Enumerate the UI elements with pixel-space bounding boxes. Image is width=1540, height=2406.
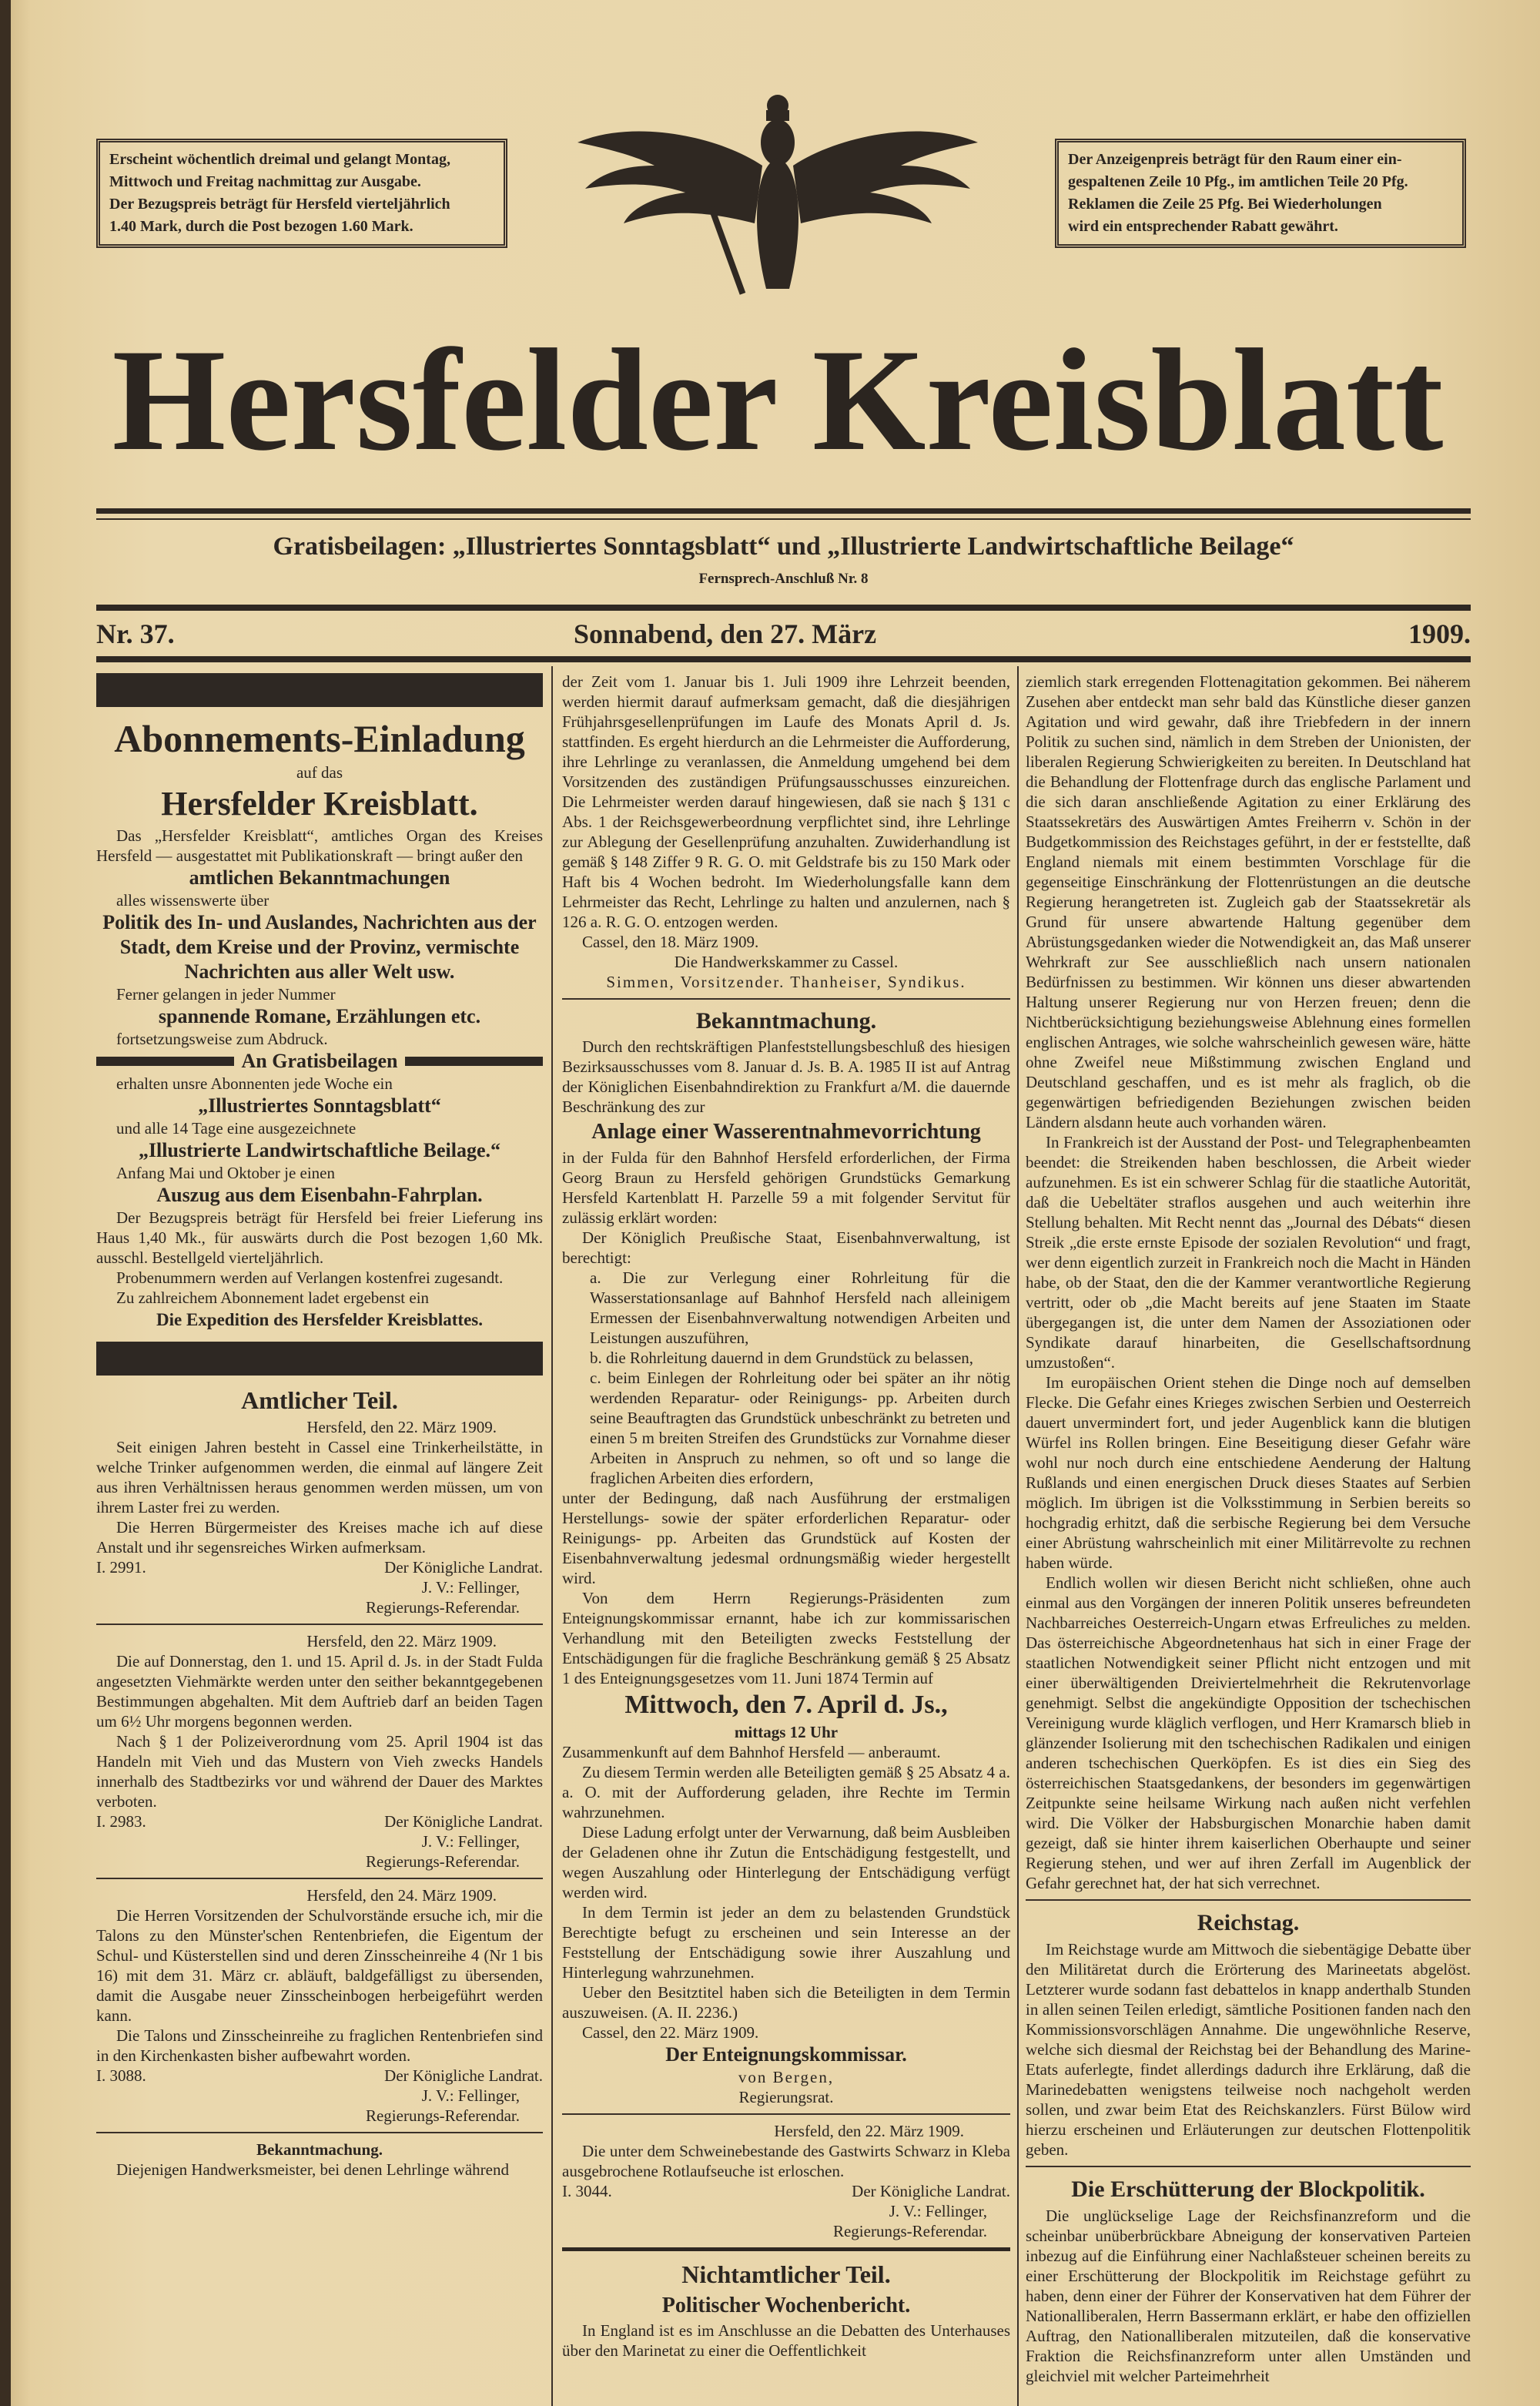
paragraph: in der Fulda für den Bahnhof Hersfeld erforderlichen, der Firma Georg Braun zu Hersfeld gehörigen Grundstücks Gemarkung Hersfeld Kartenblatt H. Parzelle 59 a mit folgender Servitut für zulässig erklärt worden: [562,1148,1010,1227]
paragraph: Ueber den Besitztitel haben sich die Beteiligten in dem Termin auszuweisen. (A. II. 2236.) [562,1983,1010,2022]
divider [96,1878,543,1879]
paragraph: Durch den rechtskräftigen Planfeststellungsbeschluß des hiesigen Bezirksausschusses vom 8. Januar d. Js. B. A. 1985 II ist auf Antrag der Königlichen Eisenbahndirektion zu Frankfurt a/M. die dauernde Beschränkung des zur [562,1037,1010,1116]
divider [562,2113,1010,2115]
notice-date: Hersfeld, den 22. März 1909. [774,2122,964,2140]
notice-date: Cassel, den 18. März 1909. [582,933,759,951]
paragraph: Von dem Herrn Regierungs-Präsidenten zum Enteignungskommissar ernannt, habe ich zur kommissarischen Verhandlung mit den Beteiligten zwecks Feststellung der Entschädigungen für die fragliche Beschränkung gemäß § 25 Absatz 1 des Enteignungsgesetzes vom 11. Juni 1874 Termin auf [562,1589,1010,1687]
paragraph: Die Talons und Zinsscheinreihe zu fraglichen Rentenbriefen sind in den Kirchenkasten bisher aufbewahrt worden. [96,2026,543,2065]
signer: Der Königliche Landrat. [384,1812,543,1831]
signer: Regierungs-Referendar. [832,2222,987,2240]
paragraph: Diese Ladung erfolgt unter der Verwarnung, daß beim Ausbleiben der Geladenen ohne ihr Zutun die Entschädigung festgestellt, und wegen Auszahlung oder Hinterlegung der Entschädigung verfügt werden wird. [562,1823,1010,1902]
divider [96,1624,543,1625]
paragraph: Nach § 1 der Polizeiverordnung vom 25. April 1904 ist das Handeln mit Vieh und das Mustern von Vieh zwecks Handels innerhalb des Stadtbezirks vor und während der Dauer des Marktes verboten. [96,1732,543,1811]
highlight: Die Expedition des Hersfelder Kreisblattes. [156,1310,483,1329]
divider [96,2132,543,2133]
notice-heading: Bekanntmachung. [256,2140,383,2159]
list-item: b. die Rohrleitung dauernd in dem Grundstück zu belassen, [590,1349,974,1367]
paragraph: erhalten unsre Abonnenten jede Woche ein [116,1074,393,1093]
signer: Der Königliche Landrat. [852,2182,1010,2200]
highlight: „Illustrierte Landwirtschaftliche Beilage.“ [138,1139,501,1161]
issue-line [96,616,1471,652]
signer: Regierungs-Referendar. [365,1598,520,1617]
paper-name-heading: Hersfelder Kreisblatt. [161,785,478,823]
reference-number: I. 3044. [562,2182,612,2200]
signer: Die Handwerkskammer zu Cassel. [674,953,899,971]
paragraph: Der Bezugspreis beträgt für Hersfeld bei freier Lieferung ins Haus 1,40 Mk., für auswärts durch die Post bezogen 1,60 Mk. ausschl. Bestellgeld vierteljährlich. [96,1208,543,1267]
column-3 [1026,672,1471,2386]
box-line: Erscheint wöchentlich dreimal und gelangt Montag, [109,151,450,168]
advertising-rates-box [1055,139,1466,248]
highlight: Politik des In- und Auslandes, Nachrichten aus der Stadt, dem Kreise und der Provinz, vermischte Nachrichten aus aller Welt usw. [102,911,537,983]
notice-date: Hersfeld, den 24. März 1909. [306,1886,497,1905]
paragraph: Zusammenkunft auf dem Bahnhof Hersfeld — anberaumt. [562,1743,941,1761]
box-line: Der Bezugspreis beträgt für Hersfeld vierteljährlich [109,196,450,213]
highlight: Auszug aus dem Eisenbahn-Fahrplan. [156,1184,483,1206]
article-heading: Politischer Wochenbericht. [661,2294,911,2317]
black-bar [96,1342,543,1376]
black-bar [96,673,543,707]
signer: J. V.: Fellinger, [421,1578,520,1597]
article-heading: Die Erschütterung der Blockpolitik. [1071,2176,1425,2202]
section-heading: Amtlicher Teil. [241,1386,398,1414]
paragraph: In England ist es im Anschlusse an die Debatten des Unterhauses über den Marinetat zu einer die Oeffentlichkeit [562,2321,1010,2360]
notice-subheading: Anlage einer Wasserentnahmevorrichtung [591,1120,981,1144]
article-heading: Reichstag. [1197,1910,1300,1935]
divider [96,508,1471,514]
box-line: wird ein entsprechender Rabatt gewährt. [1068,218,1338,235]
divider [96,656,1471,662]
signer: von Bergen, [738,2068,835,2086]
appointment-time: mittags 12 Uhr [734,1723,839,1741]
appointment-date: Mittwoch, den 7. April d. Js., [624,1691,948,1719]
highlight: spannende Romane, Erzählungen etc. [158,1005,481,1027]
paragraph: Der Königlich Preußische Staat, Eisenbahnverwaltung, ist berechtigt: [562,1228,1010,1267]
paragraph: alles wissenswerte über [116,891,270,910]
reference-number: I. 2991. [96,1558,146,1577]
eagle-emblem-icon [570,89,986,304]
signer: J. V.: Fellinger, [421,1832,520,1851]
divider [96,518,1471,520]
issue-date: Sonnabend, den 27. März [574,618,877,649]
signer: Regierungs-Referendar. [365,2106,520,2125]
paragraph: Die unglückselige Lage der Reichsfinanzreform und die scheinbar unüberbrückbare Abneigung der konservativen Parteien inbezug auf die Einführung einer Nachlaßsteuer scheinen bereits zu einer Erschütterung der Blockpolitik im Reichstage geführt zu haben, denn einer der Führer der Konservativen hat dem Führer der Nationalliberalen, Herrn Bassermann erklärt, er habe den offiziellen Auftrag, den Nationalliberalen mitzuteilen, daß die konservative Fraktion die Reichsfinanzreform unter allen Umständen und gleichviel mit welcher Parteimehrheit [1026,2207,1471,2385]
paragraph: In Frankreich ist der Ausstand der Post- und Telegraphenbeamten beendet: die Streikenden haben beschlossen, die Arbeit wieder aufzunehmen. Es ist ein schwerer Schlag für die staatliche Autorität, daß die Uebeltäter straflos ausgehen und auch weiterhin ihre Stellung behalten. Mit Recht nennt das „Journal des Débats“ diesen Streik „die erste ernste Episode der sozialen Revolution“ und fragt, wer denn eigentlich zurzeit in Frankreich noch die Macht in Händen habe, ob der Staat, den die der Kammer verantwortliche Regierung vertritt, oder ob „die Macht bereits auf jene Staaten im Staate übergegangen ist, die unter dem Namen der Assoziationen oder Syndikate darauf hinarbeiten, die Gesellschaftsordnung umzustoßen“. [1026,1133,1471,1372]
binding-edge [0,0,11,2406]
signature [96,2066,543,2086]
highlight: amtlichen Bekanntmachungen [189,866,450,889]
paragraph: Diejenigen Handwerksmeister, bei denen Lehrlinge während [116,2160,509,2179]
signer: Regierungsrat. [738,2088,834,2106]
subscription-heading: Abonnements-Einladung [114,717,525,760]
section-heading: Nichtamtlicher Teil. [681,2260,891,2288]
paragraph: Die unter dem Schweinebestande des Gastwirts Schwarz in Kleba ausgebrochene Rotlaufseuche ist erloschen. [562,2142,1010,2180]
signer: Der Enteignungskommissar. [665,2043,907,2066]
text: auf das [296,763,343,782]
paragraph: Anfang Mai und Oktober je einen [116,1164,336,1182]
box-line: gespaltenen Zeile 10 Pfg., im amtlichen Teile 20 Pfg. [1068,173,1408,190]
paragraph: unter der Bedingung, daß nach Ausführung der erstmaligen Herstellungs- sowie der später erforderlichen Reparatur- oder Reinigungs- pp. Arbeiten das Grundstück auf Kosten der Eisenbahnverwaltung jedesmal ordnungsmäßig wieder hergestellt wird. [562,1489,1010,1587]
issue-year: 1909. [1408,618,1471,649]
signer: J. V.: Fellinger, [421,2086,520,2105]
issue-number: Nr. 37. [96,618,175,649]
notice-date: Hersfeld, den 22. März 1909. [306,1632,497,1650]
divider [1026,2166,1471,2167]
newspaper-title: Hersfelder Kreisblatt [112,320,1444,481]
notice-date: Cassel, den 22. März 1909. [582,2023,759,2042]
reference-number: I. 2983. [96,1812,146,1831]
notice-heading: Bekanntmachung. [695,1008,877,1034]
paragraph: Zu diesem Termin werden alle Beteiligten gemäß § 25 Absatz 4 a. a. O. mit der Aufforderung geladen, ihre Rechte im Termin wahrzunehmen. [562,1763,1010,1821]
divider [96,605,1471,611]
box-line: Mittwoch und Freitag nachmittag zur Ausgabe. [109,173,421,190]
signature [96,1557,543,1577]
supplements-line: Gratisbeilagen: „Illustriertes Sonntagsblatt“ und „Illustrierte Landwirtschaftliche Beilage“ [273,532,1294,561]
paragraph: Die auf Donnerstag, den 1. und 15. April d. Js. in der Stadt Fulda angesetzten Viehmärkte werden unter den seither bekanntgegebenen Bestimmungen abgehalten. Mit dem Auftrieb darf an beiden Tagen um 6½ Uhr morgens begonnen werden. [96,1652,543,1731]
paragraph: und alle 14 Tage eine ausgezeichnete [116,1119,357,1138]
paragraph: In dem Termin ist jeder an dem zu belastenden Grundstück Berechtigte befugt zu erscheinen und sein Interesse an der Feststellung der Entschädigung sowie ihrer Auszahlung und Hinterlegung wahrzunehmen. [562,1903,1010,1982]
reference-number: I. 3088. [96,2066,146,2085]
divider [562,998,1010,1000]
paragraph: Seit einigen Jahren besteht in Cassel eine Trinkerheilstätte, in welche Trinker aufgenommen werden, die einmal auf längere Zeit aus ihren Verhältnissen heraus genommen werden müssen, um von ihrem Laster frei zu werden. [96,1438,543,1516]
column-2 [562,672,1010,2361]
notice-date: Hersfeld, den 22. März 1909. [306,1418,497,1436]
list-item: a. Die zur Verlegung einer Rohrleitung für die Wasserstationsanlage auf Bahnhof Hersfeld nach alleinigem Ermessen der Eisenbahnverwaltung notwendigen Arbeiten und Leistungen auszuführen, [590,1268,1010,1347]
paragraph: Im Reichstage wurde am Mittwoch die siebentägige Debatte über den Militäretat durch die Erörterung des Marineetats abgelöst. Letzterer wurde sodann fast debattelos in knapp anderthalb Stunden in allen seinen Teilen erledigt, sämtliche Positionen fanden nach den Kommissionsvorschlägen Annahme. Die ungewöhnliche Reserve, welche sich diesmal der Reichstag bei der Behandlung des Marine-Etats auferlegte, findet allerdings dadurch ihre Erklärung, daß die Marinedebatten wenigstens teilweise noch nachgeholt werden sollen, und zwar beim Etat des Reichskanzlers. Fürst Bülow wird hierzu erscheinen und Erläuterungen zur deutschen Flottenpolitik geben. [1026,1940,1471,2159]
paragraph: fortsetzungsweise zum Abdruck. [116,1030,328,1048]
signature [562,2181,1010,2201]
paragraph: Die Herren Bürgermeister des Kreises mache ich auf diese Anstalt und ihr segensreiches Wirken aufmerksam. [96,1518,543,1557]
subscription-info-box [96,139,507,248]
paragraph: Ferner gelangen in jeder Nummer [116,985,336,1004]
list-item: c. beim Einlegen der Rohrleitung oder bei später an ihr nötig werdenden Reparatur- oder Reinigungs- pp. Arbeiten durch seine Beauftragten das Grundstück unbeschränkt zu betreten und einen 5 m breiten Streifen des Grundstücks zur Vornahme dieser Arbeiten in Anspruch zu nehmen, so oft und so lange die fraglichen Arbeiten dies erfordern, [590,1369,1010,1487]
highlight: „Illustriertes Sonntagsblatt“ [198,1094,441,1117]
paragraph: Zu zahlreichem Abonnement ladet ergebenst ein [116,1288,430,1307]
paragraph: Im europäischen Orient stehen die Dinge noch auf demselben Flecke. Die Gefahr eines Krieges zwischen Serbien und Oesterreich dauert unvermindert fort, und jeder Augenblick kann die blutigen Würfel ins Rollen bringen. Eine Beseitigung dieser Gefahr wäre wohl nur noch durch eine entschiedene Aenderung der Haltung Rußlands und einen energischen Druck dieses Staates auf Serbien möglich. Im übrigen ist die Volksstimmung in Serbien bereits so hochgradig erhitzt, daß die serbische Regierung bei dem Versuche einer Abrüstung wahrscheinlich mit einer Militärrevolte zu rechnen haben würde. [1026,1373,1471,1572]
signer: J. V.: Fellinger, [889,2202,987,2220]
box-line: 1.40 Mark, durch die Post bezogen 1.60 Mark. [109,218,413,235]
signer: Regierungs-Referendar. [365,1852,520,1871]
paragraph: Endlich wollen wir diesen Bericht nicht schließen, ohne auch einmal aus den Vorgängen der inneren Politik unseres befreundeten Nachbarreiches Oesterreich-Ungarn etwas Erfreuliches zu melden. Das österreichische Abgeordnetenhaus hat sich in einer Frage der staatlichen Notwendigkeit seiner Pflicht nicht entzogen und mit einer überwältigenden Dreiviertelmehrheit die Rekrutenvorlage genehmigt. Selbst die angekündigte Opposition der tschechischen Vereinigung wurde kläglich verflogen, und Herr Kramarsch blieb in glänzender Isolierung mit den tschechischen Radikalen und einigen anderen tschechischen Querköpfen. Es ist dies ein Sieg des österreichischen Staatsgedankens, der besonders im gegenwärtigen Zeitpunkte seine heilsame Wirkung nach außen nicht verfehlen wird. Die Völker der Habsburgischen Monarchie haben damit gezeigt, daß sie hinter ihrem kaiserlichen Oberhaupte und seiner Regierung stehen, und wer auf ihren Zerfall im Augenblick der Gefahr gerechnet hat, der hat sich verrechnet. [1026,1573,1471,1892]
highlight: An Gratisbeilagen [241,1050,398,1072]
phone-line: Fernsprech-Anschluß Nr. 8 [698,571,869,587]
supplements-band [96,1049,543,1074]
signer: Der Königliche Landrat. [384,1558,543,1577]
divider [1026,1899,1471,1901]
column-rule [1017,666,1019,2406]
paragraph: Die Herren Vorsitzenden der Schulvorstände ersuche ich, mir die Talons zu den Münster'schen Rentenbriefen, die Eigentum der Schul- und Küsterstellen sind und deren Zinsscheinreihe 4 (Nr 1 bis 16) mit dem 31. März cr. abläuft, baldgefälligst zu übersenden, damit die Ausgabe neuer Zinsscheinbogen herbeigeführt werden kann. [96,1906,543,2025]
signer: Der Königliche Landrat. [384,2066,543,2085]
signer: Simmen, Vorsitzender. Thanheiser, Syndikus. [606,973,966,991]
paragraph: Das „Hersfelder Kreisblatt“, amtliches Organ des Kreises Hersfeld — ausgestattet mit Publikationskraft — bringt außer den [96,826,543,865]
paragraph: ziemlich stark erregenden Flottenagitation gekommen. Bei näherem Zusehen aber entdeckt man sehr bald das Künstliche dieser ganzen Agitation und wird gewahr, daß ihre Triebfedern in der innern Politik zu suchen sind, nämlich in dem Streben der Unionisten, der liberalen Regierung Schwierigkeiten zu bereiten. In Deutschland hat die Behandlung der Flottenfrage durch das englische Parlament und die sich daran anschließende Agitation zu einer Erklärung des Staatssekretärs des Auswärtigen Amtes Freiherrn v. Schön in der Budgetkommission des Reichstages geführt, in der er feststellte, daß England niemals mit einem bestimmten Vorschlage für die gegenseitige Einschränkung der Flottenrüstungen an die deutsche Regierung herangetreten ist. Zugleich gab der Staatssekretär als Grund für unsere abwartende Haltung gegenüber dem Abrüstungsgedanken wieder die Notwendigkeit an, das Maß unserer Wehrkraft zur See ausschließlich nach unsern nationalen Bedürfnissen zu bestimmen. Wir können uns dieser abwartenden Haltung unserer Regierung nur von Herzen freuen; denn die Nichtberücksichtigung beziehungsweise Ablehnung eines formellen englischen Antrages, wie solche wahrscheinlich gewesen wäre, hätte ohne Zweifel neue Mißstimmung zwischen England und Deutschland geschaffen, und es ist mehr als fraglich, ob die gegenwärtigen befriedigenden Beziehungen zwischen beiden Ländern alsdann heute auch vorhanden wären. [1026,672,1471,1131]
column-rule [551,666,553,2406]
column-1 [96,672,543,2180]
paragraph: Probenummern werden auf Verlangen kostenfrei zugesandt. [116,1268,504,1287]
paragraph: der Zeit vom 1. Januar bis 1. Juli 1909 ihre Lehrzeit beenden, werden hiermit darauf aufmerksam gemacht, daß die diesjährigen Frühjahrsgesellenprüfungen im Laufe des Monats April d. Js. stattfinden. Es ergeht hierdurch an die Lehrmeister die Aufforderung, ihre Lehrlinge zu veranlassen, die Anmeldung umgehend bei dem Vorsitzenden des zuständigen Prüfungsausschusses einzureichen. Die Lehrmeister werden darauf hingewiesen, daß sie nach § 131 c Abs. 1 der Reichsgewerbeordnung verpflichtet sind, ihre Lehrlinge zur Ablegung der Gesellenprüfung anzuhalten. Zuwiderhandlung ist gemäß § 148 Ziffer 9 R. G. O. mit Geldstrafe bis zu 150 Mark oder Haft bis 4 Wochen bedroht. Im Wiederholungsfalle kann dem Lehrmeister das Recht, Lehrlinge zu halten und anzulernen, nach § 126 a. R. G. O. entzogen werden. [562,672,1010,931]
signature [96,1811,543,1831]
box-line: Reklamen die Zeile 25 Pfg. Bei Wiederholungen [1068,196,1382,213]
box-line: Der Anzeigenpreis beträgt für den Raum einer ein- [1068,151,1402,168]
divider [562,2247,1010,2251]
